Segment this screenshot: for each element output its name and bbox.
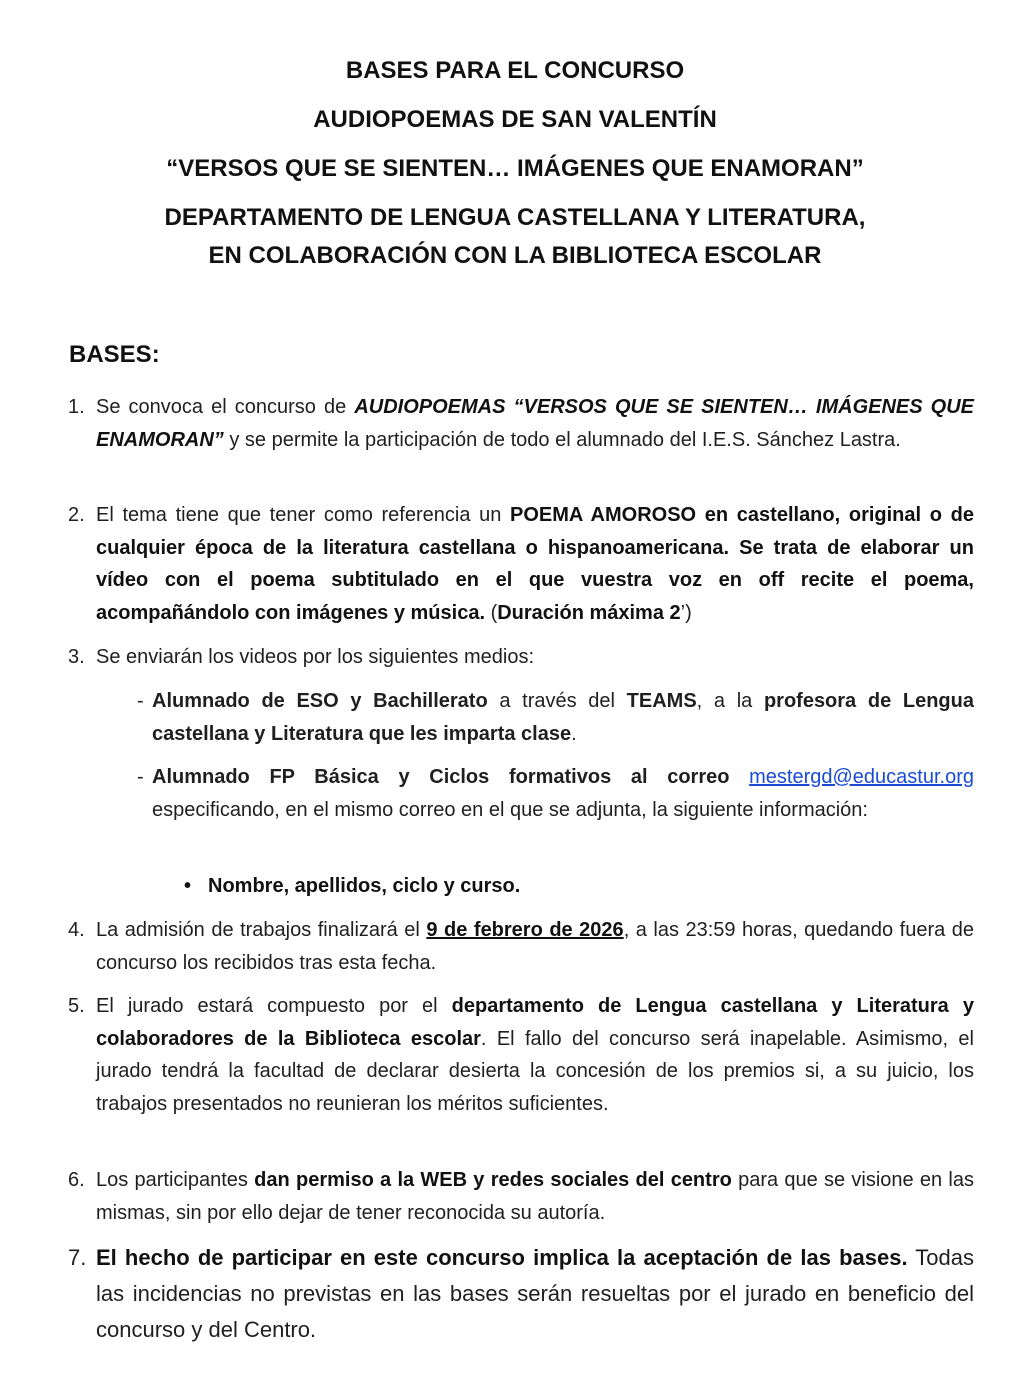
list-item-5: [68, 990, 974, 1120]
text-run: . El fallo del concurso será inapelable. Asimismo, el jurado tendrá la facultad de declarar desierta la concesión de los premios si, a su juicio, los trabajos presentados no reunieran los méritos suficientes.: [96, 1027, 974, 1115]
bullet-text: Nombre, apellidos, ciclo y curso.: [208, 875, 521, 897]
bases-heading: BASES:: [69, 341, 160, 368]
text-run: Se enviarán los videos por los siguientes medios:: [96, 646, 535, 668]
bold-text: dan permiso a la WEB y redes sociales del centro: [254, 1169, 732, 1191]
text-run: (: [485, 601, 498, 624]
item-number: 6.: [68, 1169, 85, 1191]
title-line-4: DEPARTAMENTO DE LENGUA CASTELLANA Y LITERATURA,: [164, 204, 866, 231]
sub-item-1: [137, 685, 974, 750]
item-number: 4.: [68, 919, 85, 941]
deadline-date: 9 de febrero de 2026: [426, 919, 624, 941]
item-number: 7.: [68, 1245, 87, 1270]
sub-item-text: [152, 761, 974, 826]
email-link[interactable]: mestergd@educastur.org: [749, 766, 974, 788]
text-run: ’): [680, 601, 692, 624]
text-run: especificando, en el mismo correo en el que se adjunta, la siguiente información:: [152, 798, 868, 821]
text-run: La admisión de trabajos finalizará el: [96, 919, 427, 941]
list-item-3: [68, 641, 974, 674]
item-text: [96, 1164, 974, 1229]
contest-name: AUDIOPOEMAS “VERSOS QUE SE SIENTEN… IMÁGENES QUE ENAMORAN”: [96, 396, 975, 451]
item-number: 2.: [68, 504, 85, 526]
title-line-1: BASES PARA EL CONCURSO: [345, 57, 685, 84]
text-run: El jurado estará compuesto por el: [96, 995, 452, 1017]
list-item-6: [68, 1164, 974, 1229]
item-text: [96, 641, 974, 674]
item-text: [96, 391, 974, 456]
sub-item-text: [152, 685, 974, 750]
item-text: [96, 914, 974, 979]
dash-marker: -: [137, 690, 144, 712]
sub-item-2: [137, 761, 974, 826]
text-run: Se convoca el concurso de: [96, 396, 355, 418]
item-number: 3.: [68, 646, 85, 668]
bullet-dot: •: [184, 875, 192, 897]
bold-text: departamento de Lengua castellana y Literatura y colaboradores de la Biblioteca escolar: [96, 995, 974, 1050]
bold-text: Alumnado FP Básica y Ciclos formativos al correo: [152, 766, 730, 788]
text-run: a través del: [487, 690, 627, 712]
bold-text: POEMA AMOROSO en castellano, original o de cualquier época de la literatura castellana o hispanoamericana. Se trata de elaborar un vídeo con el poema subtitulado en el que vuestra voz en off recite el poema, acompañándolo con imágenes y música.: [96, 504, 974, 624]
list-item-2: [68, 499, 974, 629]
bold-text: Duración máxima 2: [497, 601, 681, 624]
item-number: 1.: [68, 396, 85, 418]
bold-text: TEAMS: [626, 690, 697, 712]
item-text: [96, 990, 974, 1120]
bold-text: Alumnado de ESO y Bachillerato: [152, 690, 488, 712]
text-run: Los participantes: [96, 1169, 255, 1191]
bullet-item: [184, 871, 520, 901]
text-run: Todas las incidencias no previstas en las bases serán resueltas por el jurado en beneficio del concurso y del Centro.: [96, 1245, 974, 1342]
text-run: El tema tiene que tener como referencia un: [96, 504, 511, 526]
text-run: .: [571, 722, 577, 745]
text-run: para que se visione en las mismas, sin por ello dejar de tener reconocida su autoría.: [96, 1169, 974, 1224]
text-run: , a las 23:59 horas, quedando fuera de concurso los recibidos tras esta fecha.: [96, 919, 975, 974]
list-item-4: [68, 914, 974, 979]
title-line-5: EN COLABORACIÓN CON LA BIBLIOTECA ESCOLAR: [208, 242, 822, 269]
text-run: , a la: [696, 690, 764, 712]
list-item-1: [68, 391, 974, 456]
title-line-3: “VERSOS QUE SE SIENTEN… IMÁGENES QUE ENAMORAN”: [166, 155, 864, 182]
dash-marker: -: [137, 766, 144, 788]
item-number: 5.: [68, 995, 85, 1017]
item-text: [96, 499, 974, 629]
bold-text: El hecho de participar en este concurso implica la aceptación de las bases.: [96, 1245, 908, 1270]
bold-text: profesora de Lengua castellana y Literatura que les imparta clase: [152, 690, 974, 745]
item-text: [96, 1240, 974, 1348]
text-run: [729, 766, 749, 788]
title-line-2: AUDIOPOEMAS DE SAN VALENTÍN: [313, 106, 717, 133]
text-run: y se permite la participación de todo el alumnado del I.E.S. Sánchez Lastra.: [223, 428, 901, 451]
list-item-7: [68, 1240, 974, 1348]
title-block: [0, 58, 1030, 269]
